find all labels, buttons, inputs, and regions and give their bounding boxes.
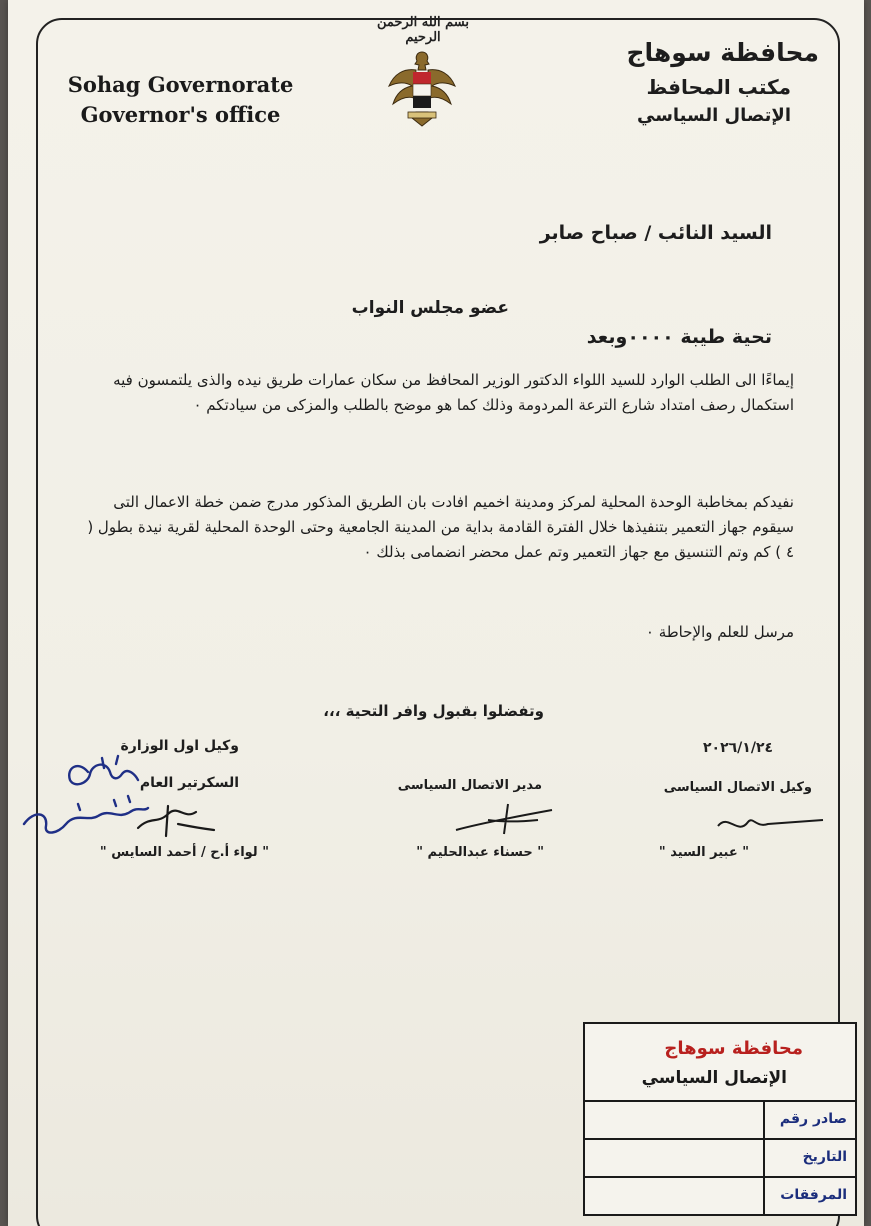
paragraph-notice: مرسل للعلم والإحاطة ٠ <box>645 623 794 641</box>
signer3-title-1: وكيل اول الوزارة <box>120 738 239 754</box>
stamp-divider <box>763 1140 765 1178</box>
paragraph-request: إيماءًا الى الطلب الوارد للسيد اللواء الدكتور الوزير المحافظ من سكان عمارات طريق نيده والذى يلتمسون فيه استكمال رصف امتداد شارع الترعة المردومة وذلك كما هو موضح بالطلب والمزكى من سيادتكم ٠ <box>113 371 794 414</box>
letter-page <box>8 0 864 1226</box>
stamp-row-attachments <box>585 1176 855 1216</box>
signer2-name: " حسناء عبدالحليم " <box>416 845 544 860</box>
stamp-row-date <box>585 1138 855 1178</box>
stamp-label-attachments: المرفقات <box>780 1187 847 1203</box>
basmala-calligraphy: بسم الله الرحمن الرحيم <box>377 15 469 45</box>
english-header <box>63 70 298 130</box>
paragraph-response: نفيدكم بمخاطبة الوحدة المحلية لمركز ومدينة اخميم افادت بان الطريق المذكور مدرج ضمن خطة الاعمال التى سيقوم جهاز التعمير بتنفيذها خلال الفترة القادمة بداية من المدينة الجامعية وحتى الوحدة المحلية لقرية نيدة بطول ( ٤ ) كم وتم التنسيق مع جهاز التعمير وتم عمل محضر انضمامى بذلك ٠ <box>87 493 794 561</box>
signer2-title: مدير الاتصال السياسى <box>397 778 542 793</box>
addressee: السيد النائب / صباح صابر <box>539 222 772 244</box>
member-title: عضو مجلس النواب <box>351 298 509 318</box>
stamp-governorate: محافظة سوهاج <box>664 1038 803 1059</box>
political-communication-dept: الإتصال السياسي <box>637 105 791 126</box>
handwritten-annotation <box>18 750 218 850</box>
signer3-name: " لواء أ.ح / أحمد السايس " <box>99 845 269 860</box>
stamp-divider <box>763 1102 765 1140</box>
governorate-name: محافظة سوهاج <box>626 38 819 67</box>
stamp-label-date: التاريخ <box>802 1149 847 1165</box>
signature-scribble-2 <box>448 800 558 840</box>
registry-stamp <box>583 1022 857 1216</box>
governor-office: مكتب المحافظ <box>646 75 791 99</box>
stamp-divider <box>763 1178 765 1216</box>
stamp-row-number <box>585 1100 855 1140</box>
english-office: Governor's office <box>80 102 281 127</box>
signature-scribble-1 <box>708 808 828 838</box>
arabic-header <box>519 38 819 126</box>
letter-date: ٢٠٢٦/١/٢٤ <box>703 740 774 756</box>
signer1-name: " عبير السيد " <box>658 845 749 860</box>
stamp-label-number: صادر رقم <box>779 1111 847 1127</box>
egypt-eagle-icon <box>386 48 458 130</box>
stamp-department: الإتصال السياسي <box>641 1068 787 1088</box>
signer3-title-2: السكرتير العام <box>139 775 239 791</box>
greeting: تحية طيبة ٠٠٠٠وبعد <box>586 326 772 348</box>
signer1-title: وكيل الاتصال السياسى <box>663 780 812 795</box>
english-governorate: Sohag Governorate <box>67 72 294 97</box>
closing-salutation: وتفضلوا بقبول وافر التحية ،،، <box>323 702 544 720</box>
